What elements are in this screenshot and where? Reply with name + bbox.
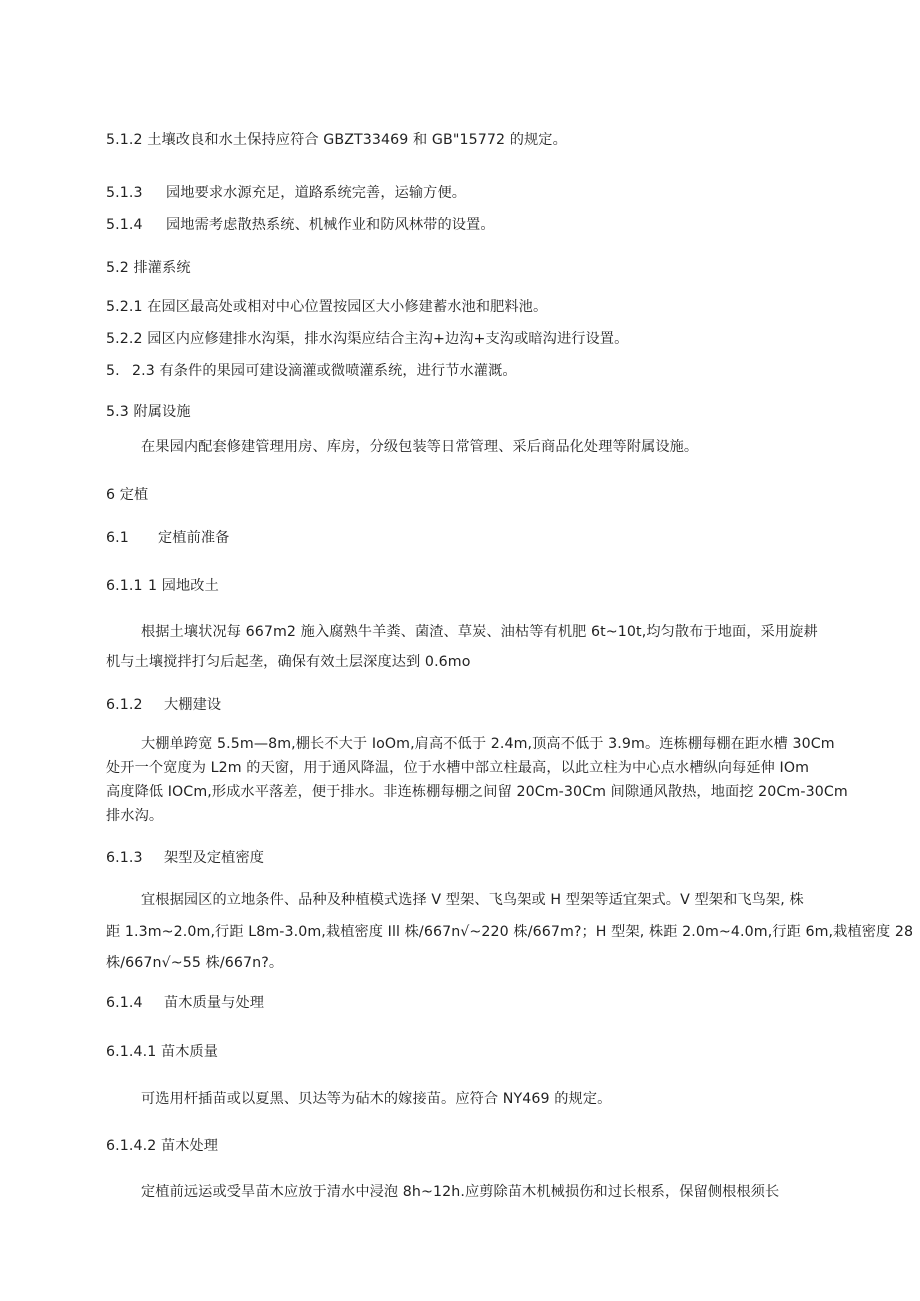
paragraph-6-1-1-line-1: 根据土壤状况每 667m2 施入腐熟牛羊粪、菌渣、草炭、油枯等有机肥 6t~10t,均匀散布于地面，采用旋耕 [141, 624, 818, 640]
paragraph-6-1-1-line-2: 机与土壤搅拌打匀后起垄，确保有效土层深度达到 0.6mo [106, 654, 471, 670]
paragraph-6-1-4-1: 可选用杆插苗或以夏黑、贝达等为砧木的嫁接苗。应符合 NY469 的规定。 [141, 1091, 612, 1107]
clause-text: 1 园地改土 [148, 578, 219, 594]
paragraph-6-1-3-line-2: 距 1.3m~2.0m,行距 L8m-3.0m,栽植密度 Ill 株/667n√~220 株/667m?；H 型架, 株距 2.0m~4.0m,行距 6m,栽植密度 28 [106, 924, 914, 940]
clause-5-2-1: 5.2.1 在园区最高处或相对中心位置按园区大小修建蓄水池和肥料池。 [106, 299, 548, 315]
heading-6-1-4-2: 6.1.4.2 苗木处理 [106, 1138, 219, 1154]
clause-number: 6.1.1 [106, 578, 143, 594]
heading-5-3: 5.3 附属设施 [106, 404, 191, 420]
clause-number: 5.1.4 [106, 217, 143, 233]
clause-number: 5.1.3 [106, 185, 143, 201]
paragraph-5-3: 在果园内配套修建管理用房、库房，分级包装等日常管理、采后商品化处理等附属设施。 [141, 439, 699, 455]
clause-text: 架型及定植密度 [164, 850, 265, 866]
clause-text: 定植前准备 [158, 530, 230, 546]
heading-6-1-1 [106, 576, 219, 596]
heading-5-2: 5.2 排灌系统 [106, 260, 191, 276]
clause-text: 园地需考虑散热系统、机械作业和防风林带的设置。 [166, 217, 495, 233]
clause-text: 苗木质量与处理 [164, 995, 265, 1011]
clause-5-1-4 [106, 215, 495, 235]
clause-number: 6.1.2 [106, 697, 143, 713]
paragraph-6-1-2-line-4: 排水沟。 [106, 808, 164, 824]
clause-5-1-2: 5.1.2 土壤改良和水土保持应符合 GBZT33469 和 GB"15772 的规定。 [106, 132, 567, 148]
heading-6-1-4-1: 6.1.4.1 苗木质量 [106, 1044, 219, 1060]
heading-6-1-3 [106, 848, 264, 868]
paragraph-6-1-4-2: 定植前远运或受旱苗木应放于清水中浸泡 8h~12h.应剪除苗木机械损伤和过长根系，保留侧根根须长 [141, 1184, 780, 1200]
clause-number: 6.1.3 [106, 850, 143, 866]
heading-6: 6 定植 [106, 487, 149, 503]
heading-6-1 [106, 528, 229, 548]
paragraph-6-1-3-line-1: 宜根据园区的立地条件、品种及种植模式选择 V 型架、飞鸟架或 H 型架等适宜架式。V 型架和飞鸟架, 株 [141, 892, 804, 908]
clause-5-2-3 [106, 361, 517, 381]
clause-5-2-2: 5.2.2 园区内应修建排水沟渠，排水沟渠应结合主沟+边沟+支沟或暗沟进行设置。 [106, 331, 629, 347]
clause-5-1-3 [106, 183, 466, 203]
paragraph-6-1-3-line-3: 株/667n√~55 株/667n?。 [106, 955, 284, 971]
clause-text: 大棚建设 [164, 697, 222, 713]
clause-number: 5. [106, 363, 120, 379]
clause-number: 6.1.4 [106, 995, 143, 1011]
paragraph-6-1-2-line-3: 高度降低 IOCm,形成水平落差，便于排水。非连栋棚每棚之间留 20Cm-30Cm 间隙通风散热，地面挖 20Cm-30Cm [106, 784, 848, 800]
clause-text: 2.3 有条件的果园可建设滴灌或微喷灌系统，进行节水灌溉。 [132, 363, 517, 379]
heading-6-1-2 [106, 695, 221, 715]
clause-number: 6.1 [106, 530, 129, 546]
clause-text: 园地要求水源充足，道路系统完善，运输方便。 [166, 185, 467, 201]
heading-6-1-4 [106, 993, 264, 1013]
paragraph-6-1-2-line-1: 大棚单跨宽 5.5m—8m,棚长不大于 IoOm,肩高不低于 2.4m,顶高不低于 3.9m。连栋棚每棚在距水槽 30Cm [141, 736, 835, 752]
paragraph-6-1-2-line-2: 处开一个宽度为 L2m 的天窗，用于通风降温，位于水槽中部立柱最高，以此立柱为中心点水槽纵向每延伸 IOm [106, 760, 810, 776]
